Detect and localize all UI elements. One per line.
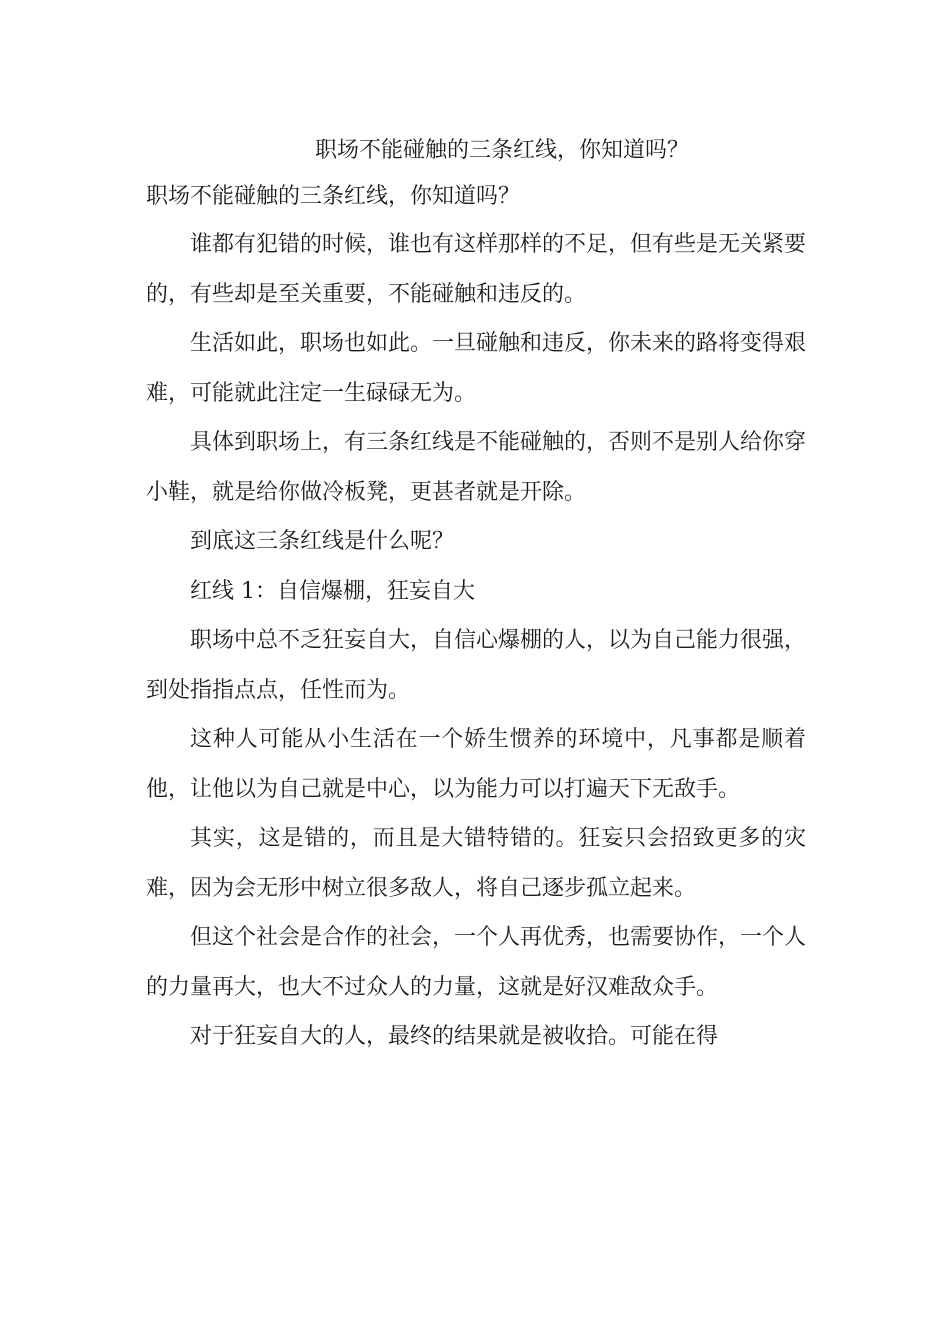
paragraph: 其实，这是错的，而且是大错特错的。狂妄只会招致更多的灾难，因为会无形中树立很多敌人，将自己逐步孤立起来。 xyxy=(146,826,806,901)
paragraph: 谁都有犯错的时候，谁也有这样那样的不足，但有些是无关紧要的，有些却是至关重要，不能碰触和违反的。 xyxy=(146,232,807,307)
paragraph: 这种人可能从小生活在一个娇生惯养的环境中，凡事都是顺着他，让他以为自己就是中心，以为能力可以打遍天下无敌手。 xyxy=(146,727,806,802)
document-body xyxy=(146,128,806,1062)
document-title: 职场不能碰触的三条红线，你知道吗？ xyxy=(314,138,689,163)
paragraph: 生活如此，职场也如此。一旦碰触和违反，你未来的路将变得艰难，可能就此注定一生碌碌无为。 xyxy=(146,331,807,406)
section-heading: 红线 1：自信爆棚，狂妄自大 xyxy=(190,578,475,604)
document-subtitle: 职场不能碰触的三条红线，你知道吗？ xyxy=(146,184,521,209)
paragraph: 但这个社会是合作的社会，一个人再优秀，也需要协作，一个人的力量再大，也大不过众人的力量，这就是好汉难敌众手。 xyxy=(146,925,807,1000)
paragraph: 职场中总不乏狂妄自大，自信心爆棚的人，以为自己能力很强，到处指指点点，任性而为。 xyxy=(146,628,807,703)
paragraph: 对于狂妄自大的人，最终的结果就是被收拾。可能在得 xyxy=(190,1024,719,1049)
paragraph: 具体到职场上，有三条红线是不能碰触的，否则不是别人给你穿小鞋，就是给你做冷板凳，更甚者就是开除。 xyxy=(146,430,807,505)
paragraph: 到底这三条红线是什么呢？ xyxy=(190,529,455,554)
